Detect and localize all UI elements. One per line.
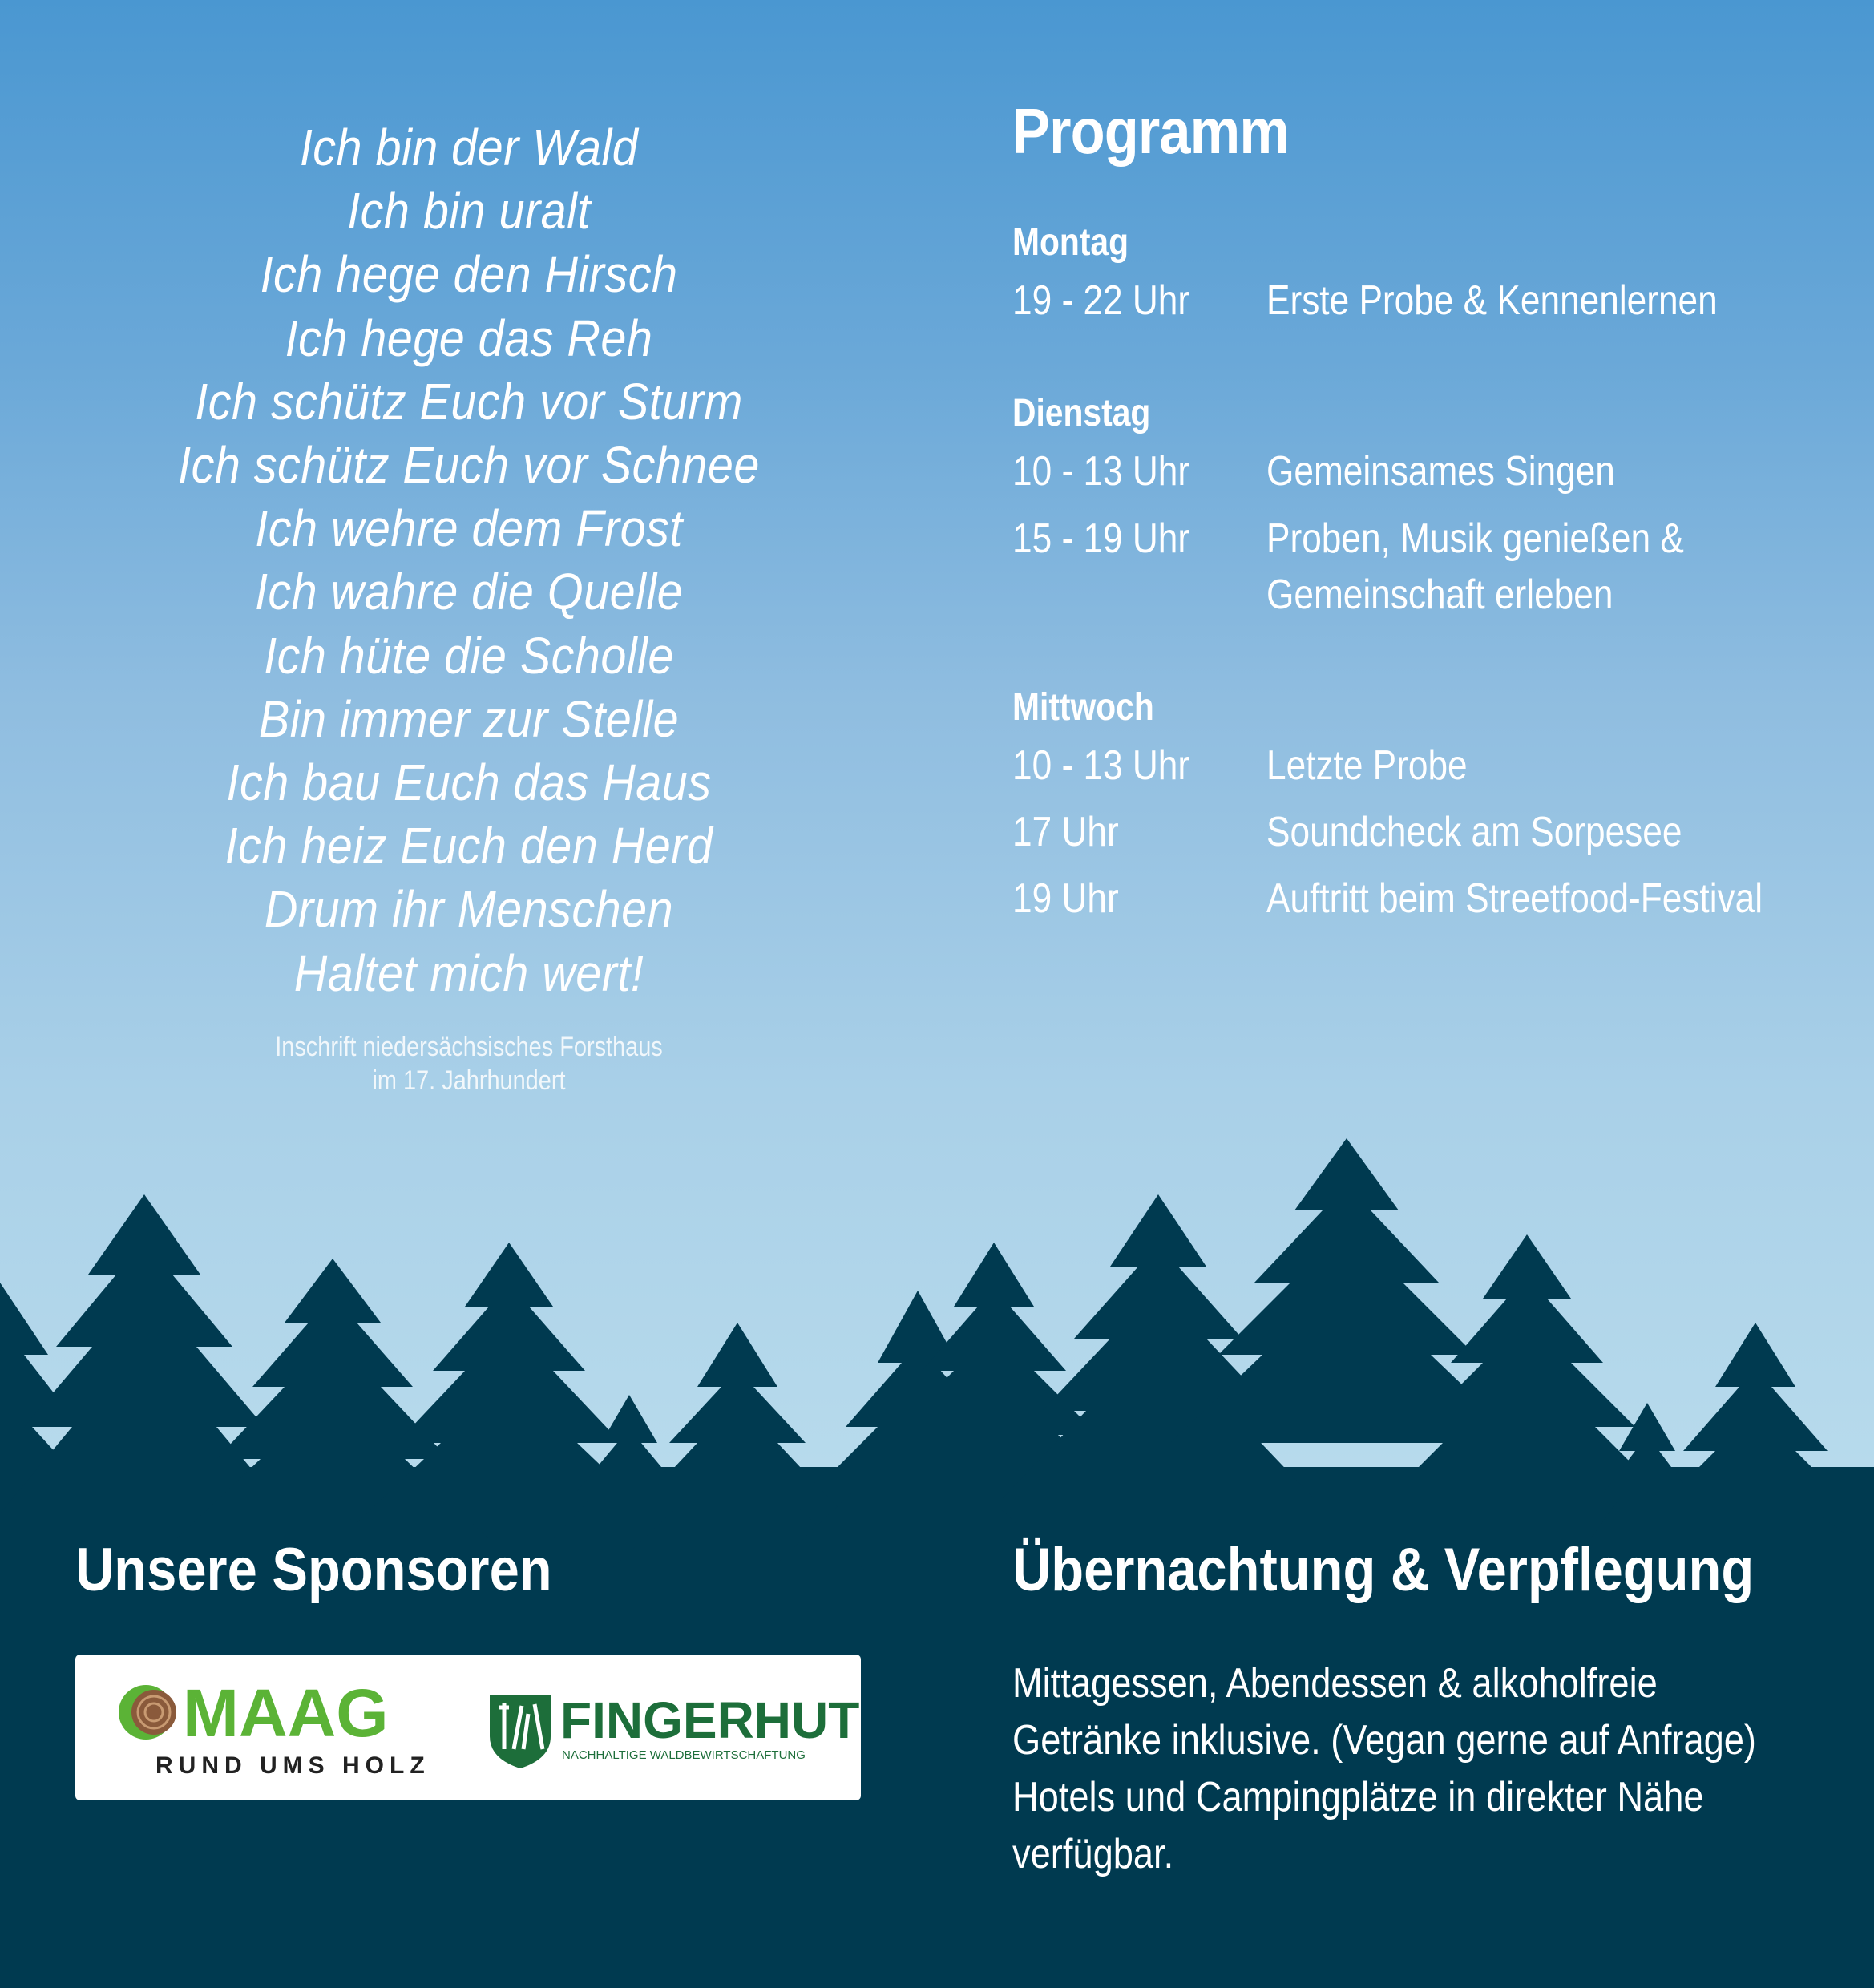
poem-caption-line: im 17. Jahrhundert xyxy=(372,1065,566,1096)
poem-line: Ich hüte die Scholle xyxy=(264,626,674,685)
programm-title: Programm xyxy=(1012,95,1290,167)
poem-line: Bin immer zur Stelle xyxy=(258,689,680,748)
schedule-activity: Soundcheck am Sorpesee xyxy=(1266,809,1682,855)
fingerhut-wordmark: FINGERHUT xyxy=(560,1691,860,1749)
poem-line: Ich hege das Reh xyxy=(285,309,653,367)
accommodation-title: Übernachtung & Verpflegung xyxy=(1012,1536,1755,1604)
accommodation-line: Hotels und Campingplätze in direkter Nähe xyxy=(1012,1774,1704,1820)
poem-line: Drum ihr Menschen xyxy=(264,880,674,939)
maag-wordmark: MAAG xyxy=(183,1675,389,1751)
schedule-time: 17 Uhr xyxy=(1012,809,1119,855)
sponsor-logos-panel xyxy=(75,1655,861,1800)
maag-logo xyxy=(115,1675,430,1783)
day-heading-mittwoch: Mittwoch xyxy=(1012,686,1154,729)
day-heading-dienstag: Dienstag xyxy=(1012,392,1151,434)
poem-line: Ich bau Euch das Haus xyxy=(226,754,712,812)
poem-line: Ich bin der Wald xyxy=(299,119,639,176)
accommodation-line: verfügbar. xyxy=(1012,1831,1174,1877)
accommodation-text xyxy=(1012,1655,1757,1883)
accommodation-line: Getränke inklusive. (Vegan gerne auf Anfrage) xyxy=(1012,1717,1757,1764)
poem-line: Ich heiz Euch den Herd xyxy=(224,817,713,875)
schedule-time: 10 - 13 Uhr xyxy=(1012,742,1190,789)
schedule-activity: Gemeinsames Singen xyxy=(1266,448,1615,495)
poem xyxy=(119,116,819,1005)
poem-line: Ich schütz Euch vor Sturm xyxy=(195,372,743,430)
poem-line: Ich wehre dem Frost xyxy=(255,499,683,558)
poem-line: Ich hege den Hirsch xyxy=(260,245,678,304)
fingerhut-tagline: NACHHALTIGE WALDBEWIRTSCHAFTUNG xyxy=(562,1748,806,1762)
poem-caption-line: Inschrift niedersächsisches Forsthaus xyxy=(275,1032,663,1062)
schedule-activity: Proben, Musik genießen & Gemeinschaft erleben xyxy=(1266,515,1684,618)
schedule-time: 19 Uhr xyxy=(1012,875,1119,922)
day-heading-montag: Montag xyxy=(1012,221,1129,264)
poem-line: Ich bin uralt xyxy=(347,182,591,240)
schedule-time: 10 - 13 Uhr xyxy=(1012,448,1190,495)
fingerhut-logo xyxy=(488,1690,860,1770)
schedule-activity: Erste Probe & Kennenlernen xyxy=(1266,277,1718,324)
maag-tagline: RUND UMS HOLZ xyxy=(155,1752,430,1779)
schedule-activity: Auftritt beim Streetfood-Festival xyxy=(1266,875,1763,922)
poem-line: Ich schütz Euch vor Schnee xyxy=(178,436,760,495)
poem-caption xyxy=(231,1030,708,1097)
schedule-activity: Letzte Probe xyxy=(1266,742,1468,789)
schedule-time: 15 - 19 Uhr xyxy=(1012,515,1190,562)
schedule-time: 19 - 22 Uhr xyxy=(1012,277,1190,324)
poem-line: Haltet mich wert! xyxy=(293,943,644,1002)
sponsors-title: Unsere Sponsoren xyxy=(75,1536,552,1604)
accommodation-line: Mittagessen, Abendessen & alkoholfreie xyxy=(1012,1660,1658,1707)
poem-line: Ich wahre die Quelle xyxy=(254,563,684,621)
